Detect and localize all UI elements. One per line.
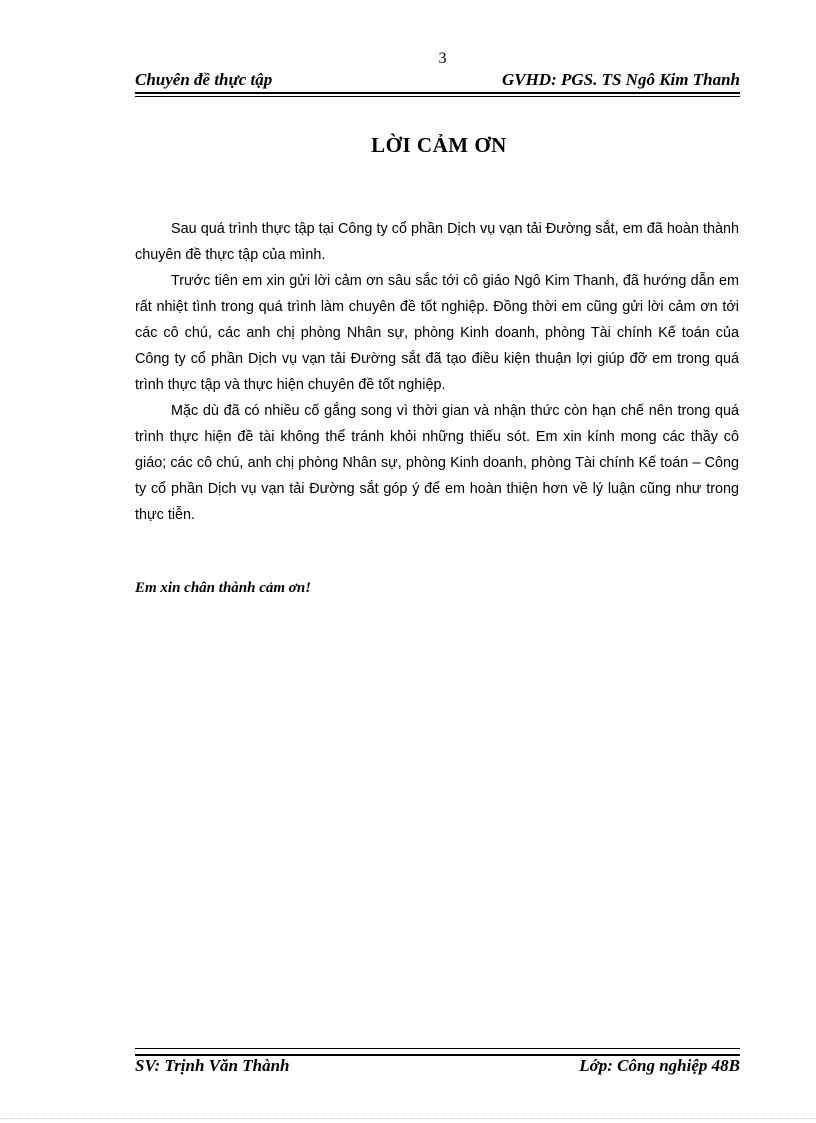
page-bottom-edge bbox=[0, 1118, 816, 1120]
page-header bbox=[135, 70, 740, 94]
closing-line: Em xin chân thành cảm ơn! bbox=[135, 580, 312, 596]
paragraph-intro: Sau quá trình thực tập tại Công ty cổ phần Dịch vụ vạn tải Đường sắt, em đã hoàn thành chuyên đề thực tập của mình. bbox=[135, 221, 739, 263]
acknowledgement-body bbox=[135, 216, 739, 528]
footer-student: SV: Trịnh Văn Thành bbox=[135, 1056, 290, 1075]
footer-class: Lớp: Công nghiệp 48B bbox=[579, 1056, 740, 1075]
paragraph-apology: Mặc dù đã có nhiều cố gắng song vì thời gian và nhận thức còn hạn chế nên trong quá trình thực hiện đề tài không thể tránh khỏi những thiếu sót. Em xin kính mong các thầy cô giáo; các cô chú, anh chị phòng Nhân sự, phòng Kinh doanh, phòng Tài chính Kế toán – Công ty cổ phần Dịch vụ vạn tải Đường sắt góp ý để em hoàn thiện hơn về lý luận cũng như trong thực tiễn. bbox=[135, 403, 739, 523]
paragraph-thanks: Trước tiên em xin gửi lời cảm ơn sâu sắc tới cô giáo Ngô Kim Thanh, đã hướng dẫn em rất nhiệt tình trong quá trình làm chuyên đề tốt nghiệp. Đồng thời em cũng gửi lời cảm ơn tới các cô chú, các anh chị phòng Nhân sự, phòng Kinh doanh, phòng Tài chính Kế toán của Công ty cổ phần Dịch vụ vạn tải Đường sắt đã tạo điều kiện thuận lợi giúp đỡ em trong quá trình thực tập và thực hiện chuyên đề tốt nghiệp. bbox=[135, 273, 739, 393]
page-title: LỜI CẢM ƠN bbox=[371, 133, 507, 157]
footer-divider bbox=[135, 1048, 740, 1056]
header-supervisor: GVHD: PGS. TS Ngô Kim Thanh bbox=[501, 70, 740, 89]
header-topic: Chuyên đề thực tập bbox=[135, 70, 273, 89]
page-number: 3 bbox=[438, 50, 447, 67]
